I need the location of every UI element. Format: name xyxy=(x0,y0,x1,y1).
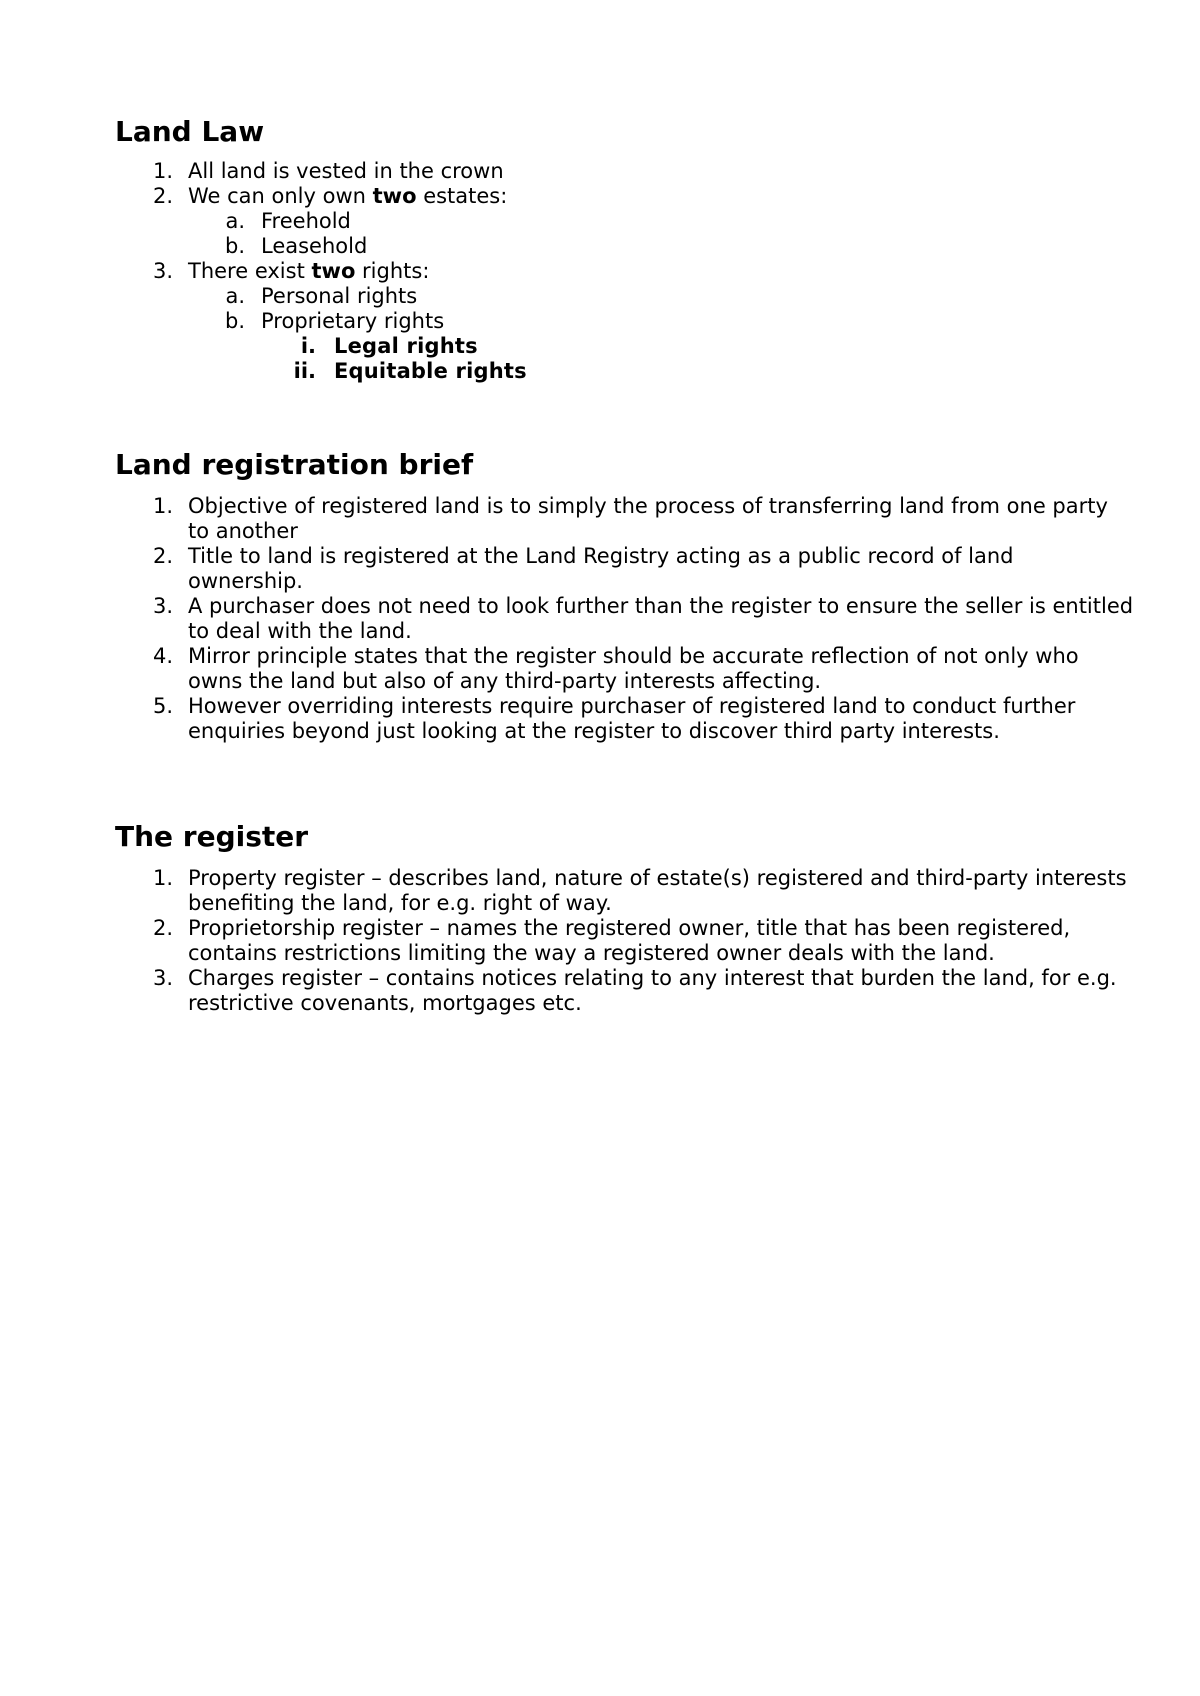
list-item xyxy=(115,594,1135,644)
item-number: b. xyxy=(224,234,245,258)
sub-list xyxy=(188,284,1095,384)
item-number: 3. xyxy=(152,594,173,618)
item-text: rights: xyxy=(355,259,430,283)
list-item xyxy=(115,544,1135,594)
section-title: Land Law xyxy=(115,115,265,148)
item-text: estates: xyxy=(416,184,508,208)
item-text: Personal rights xyxy=(261,284,418,308)
item-number: 2. xyxy=(152,544,173,568)
section-land-registration-brief xyxy=(115,448,1134,744)
item-text: Property register – describes land, nature of estate(s) registered and third-party interests benefiting the land, for e.g. right of way. xyxy=(188,866,1127,915)
item-text: We can only own xyxy=(188,184,373,208)
item-number: 5. xyxy=(152,694,173,718)
item-text-bold: two xyxy=(311,259,356,283)
list-item xyxy=(115,259,1095,384)
section-title: Land registration brief xyxy=(115,448,474,481)
item-text-bold: Legal rights xyxy=(334,334,478,358)
list-item xyxy=(115,966,1135,1016)
list-item xyxy=(115,494,1135,544)
list-item xyxy=(115,916,1135,966)
numbered-list xyxy=(115,866,1135,1016)
item-text: Title to land is registered at the Land Registry acting as a public record of land ownership. xyxy=(188,544,1014,593)
item-text: A purchaser does not need to look further than the register to ensure the seller is entitled to deal with the land. xyxy=(188,594,1134,643)
list-item xyxy=(115,694,1135,744)
sub-sub-list-item xyxy=(261,334,1095,359)
sub-list-item xyxy=(188,309,1095,384)
item-number: 1. xyxy=(152,494,173,518)
item-number: 3. xyxy=(152,259,173,283)
section-land-law xyxy=(115,115,1095,384)
list-item xyxy=(115,866,1135,916)
sub-list-item xyxy=(188,234,1095,259)
item-text-bold: Equitable rights xyxy=(334,359,527,383)
item-number: b. xyxy=(224,309,245,333)
list-item xyxy=(115,184,1095,259)
item-text: Mirror principle states that the register should be accurate reflection of not only who owns the land but also of any third-party interests affecting. xyxy=(188,644,1079,693)
item-number: 1. xyxy=(152,866,173,890)
item-number: 2. xyxy=(152,184,173,208)
list-item xyxy=(115,644,1135,694)
sub-list-item xyxy=(188,209,1095,234)
numbered-list xyxy=(115,494,1135,744)
item-text-bold: two xyxy=(372,184,417,208)
sub-sub-list-item xyxy=(261,359,1095,384)
item-number: ii. xyxy=(293,359,316,383)
item-number: 3. xyxy=(152,966,173,990)
item-text: Objective of registered land is to simply the process of transferring land from one party to another xyxy=(188,494,1108,543)
item-text: However overriding interests require purchaser of registered land to conduct further enquiries beyond just looking at the register to discover third party interests. xyxy=(188,694,1076,743)
item-text: All land is vested in the crown xyxy=(188,159,504,183)
sub-list-item xyxy=(188,284,1095,309)
item-text: Proprietary rights xyxy=(261,309,445,333)
list-item xyxy=(115,159,1095,184)
item-number: i. xyxy=(300,334,316,358)
item-text: Freehold xyxy=(261,209,351,233)
section-title: The register xyxy=(115,820,309,853)
item-number: 4. xyxy=(152,644,173,668)
item-text: Charges register – contains notices relating to any interest that burden the land, for e.g. restrictive covenants, mortgages etc. xyxy=(188,966,1117,1015)
item-text: There exist xyxy=(188,259,312,283)
item-number: a. xyxy=(225,284,245,308)
item-number: 2. xyxy=(152,916,173,940)
numbered-list xyxy=(115,159,1095,384)
section-the-register xyxy=(115,820,1127,1016)
item-number: a. xyxy=(225,209,245,233)
item-text: Proprietorship register – names the registered owner, title that has been registered, contains restrictions limiting the way a registered owner deals with the land. xyxy=(188,916,1071,965)
item-text: Leasehold xyxy=(261,234,368,258)
item-number: 1. xyxy=(152,159,173,183)
sub-sub-list xyxy=(261,334,1095,384)
sub-list xyxy=(188,209,1095,259)
